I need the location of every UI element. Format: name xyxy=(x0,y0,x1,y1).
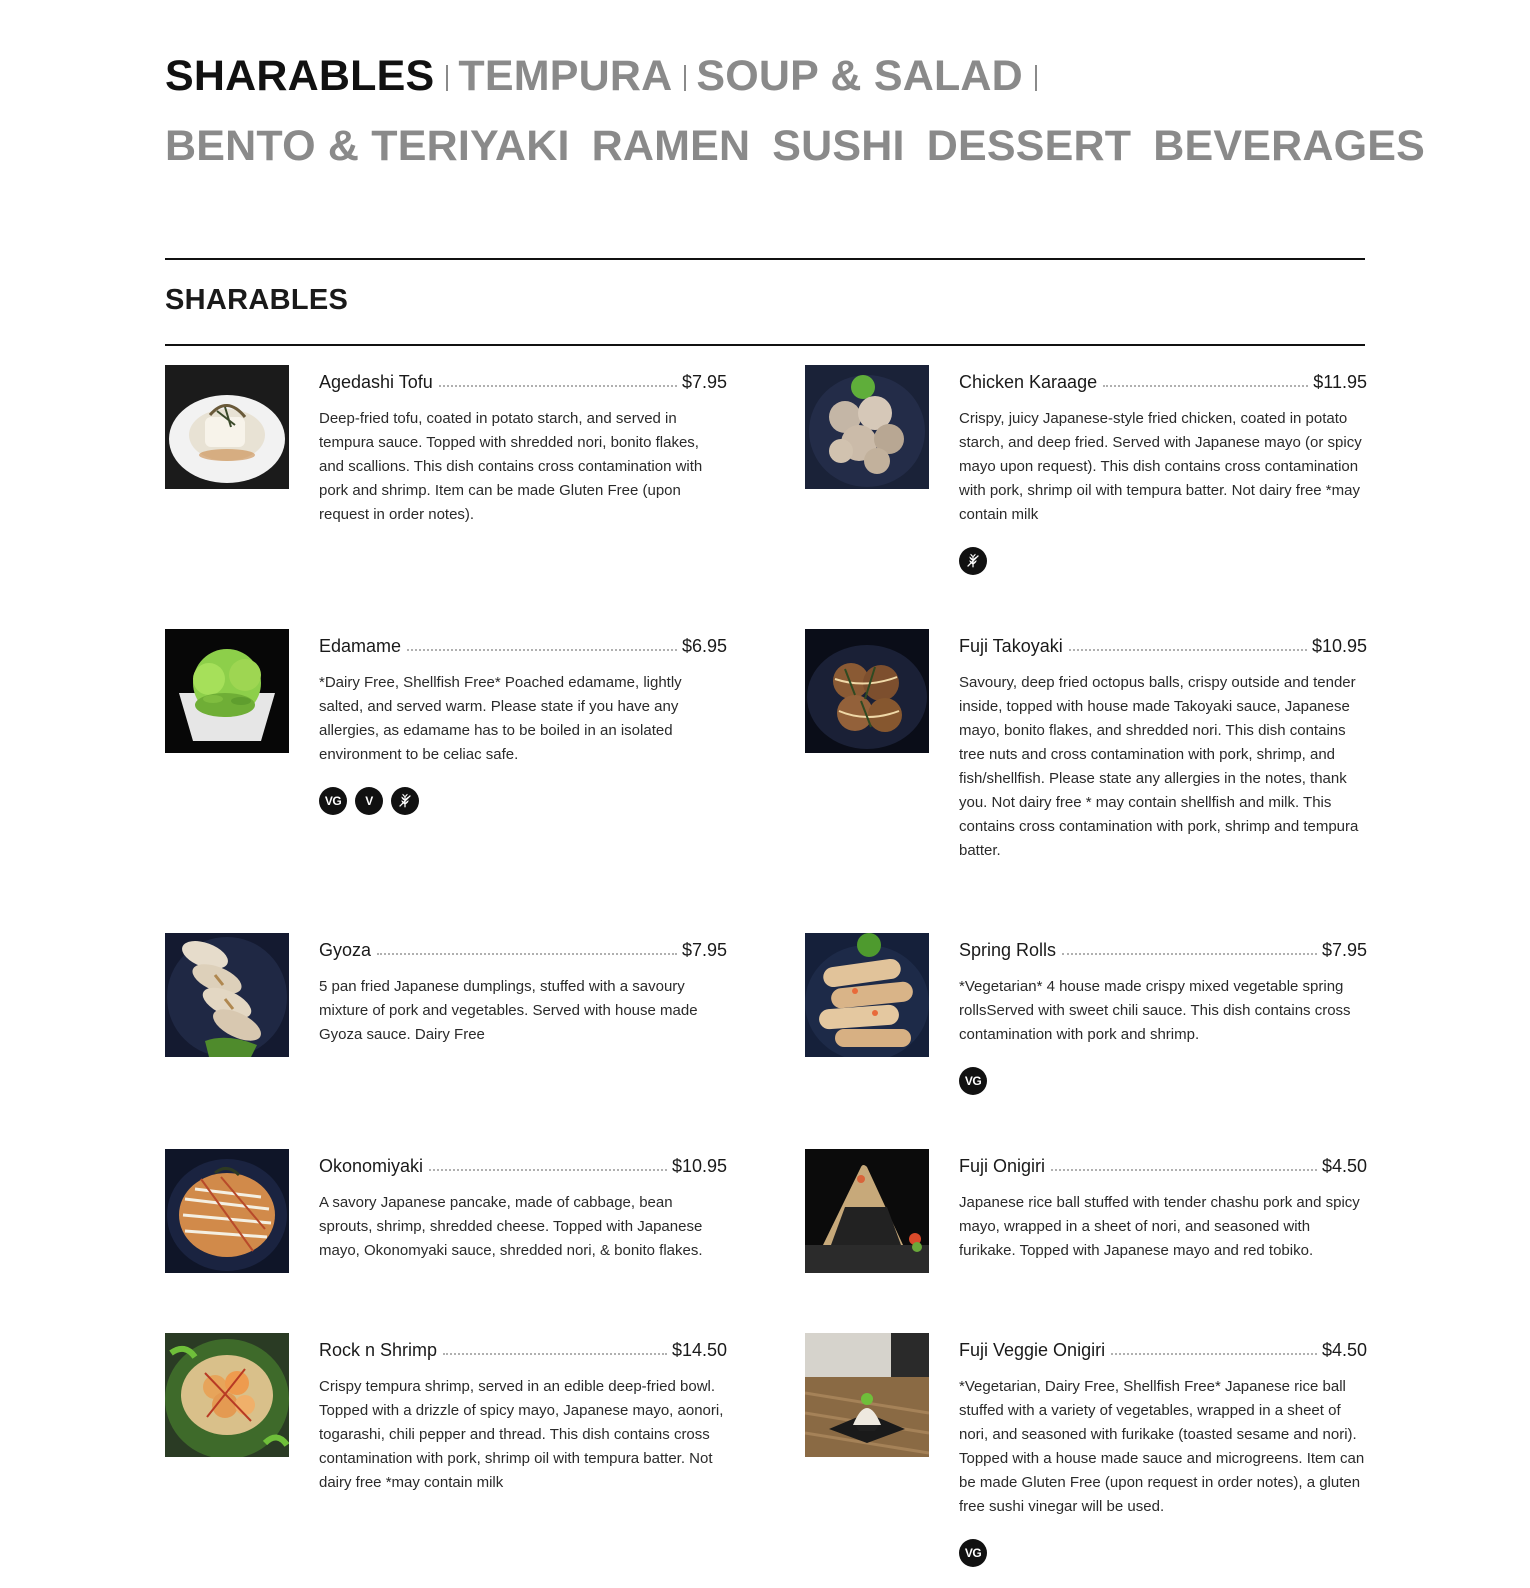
menu-item-description: Japanese rice ball stuffed with tender chashu pork and spicy mayo, wrapped in a sheet of nori, and seasoned with furikake. Topped with Japanese mayo and red tobiko. xyxy=(959,1194,1360,1259)
menu-item-header xyxy=(959,1333,1367,1361)
nav-separator xyxy=(1035,65,1037,91)
menu-item-header xyxy=(959,933,1367,961)
category-nav-row-1 xyxy=(165,48,1365,104)
dietary-badges xyxy=(959,547,1367,575)
dot-leader xyxy=(1051,1169,1317,1171)
menu-item-info xyxy=(959,629,1367,863)
menu-item-price: $10.95 xyxy=(1311,636,1367,656)
menu-item-info xyxy=(959,365,1367,575)
menu-item-price: $7.95 xyxy=(681,372,727,392)
menu-item-description: A savory Japanese pancake, made of cabbage, bean sprouts, shrimp, shredded cheese. Topped with Japanese mayo, Okonomyaki sauce, shredded nori, & bonito flakes. xyxy=(319,1194,703,1259)
dot-leader xyxy=(1069,649,1307,651)
menu-item-header xyxy=(319,1333,727,1361)
chicken-karaage-photo[interactable] xyxy=(805,365,929,489)
menu-item-price: $10.95 xyxy=(671,1156,727,1176)
menu-item-info xyxy=(959,933,1367,1095)
dot-leader xyxy=(1103,385,1308,387)
menu-item-description: *Vegetarian, Dairy Free, Shellfish Free* Japanese rice ball stuffed with a variety of vegetables, wrapped in a sheet of nori, and seasoned with furikake (toasted sesame and nori). Topped with a house made sauce and microgreens. Item can be made Gluten Free (upon request in order notes), a gluten free sushi vinegar will be used. xyxy=(959,1378,1365,1515)
dot-leader xyxy=(439,385,677,387)
category-nav xyxy=(165,48,1426,188)
nav-link-ramen[interactable]: RAMEN xyxy=(591,121,751,170)
nav-link-soup-salad[interactable]: SOUP & SALAD xyxy=(696,51,1023,100)
menu-item-name[interactable]: Fuji Onigiri xyxy=(959,1156,1046,1176)
nav-link-dessert[interactable]: DESSERT xyxy=(926,121,1132,170)
menu-item-name[interactable]: Rock n Shrimp xyxy=(319,1340,438,1360)
menu-item-name[interactable]: Gyoza xyxy=(319,940,372,960)
rock-n-shrimp-photo[interactable] xyxy=(165,1333,289,1457)
menu-item-info xyxy=(319,1333,727,1495)
nav-link-beverages[interactable]: BEVERAGES xyxy=(1153,121,1426,170)
menu-item-header xyxy=(319,1149,727,1177)
dietary-badges xyxy=(959,1067,1367,1095)
section-title: SHARABLES xyxy=(165,284,349,316)
vegetarian-badge: VG xyxy=(959,1539,987,1567)
dietary-badges xyxy=(959,1539,1367,1567)
menu-item-header xyxy=(319,365,727,393)
menu-item-price: $4.50 xyxy=(1321,1340,1367,1360)
section-divider-bottom xyxy=(165,344,1365,346)
menu-item-description: Deep-fried tofu, coated in potato starch, and served in tempura sauce. Topped with shredded nori, bonito flakes, and scallions. This dish contains cross contamination with pork and shrimp. Item can be made Gluten Free (upon request in order notes). xyxy=(319,410,703,523)
gluten-free-icon xyxy=(391,787,419,815)
nav-separator xyxy=(446,65,448,91)
gyoza-photo[interactable] xyxy=(165,933,289,1057)
nav-link-sharables[interactable]: SHARABLES xyxy=(165,51,435,100)
dot-leader xyxy=(407,649,677,651)
nav-link-sushi[interactable]: SUSHI xyxy=(772,121,905,170)
menu-item-price: $7.95 xyxy=(1321,940,1367,960)
dietary-badges xyxy=(319,787,727,815)
edamame-photo[interactable] xyxy=(165,629,289,753)
vegetarian-badge: VG xyxy=(319,787,347,815)
okonomiyaki-photo[interactable] xyxy=(165,1149,289,1273)
menu-item-info xyxy=(319,629,727,815)
menu-item-header xyxy=(319,629,727,657)
dot-leader xyxy=(429,1169,667,1171)
menu-item-name[interactable]: Spring Rolls xyxy=(959,940,1057,960)
dot-leader xyxy=(377,953,677,955)
menu-item-name[interactable]: Agedashi Tofu xyxy=(319,372,433,392)
menu-item-description: *Vegetarian* 4 house made crispy mixed vegetable spring rollsServed with sweet chili sauce. This dish contains cross contamination with pork and shrimp. xyxy=(959,978,1351,1043)
onigiri-photo[interactable] xyxy=(805,1149,929,1273)
menu-item-price: $11.95 xyxy=(1313,372,1367,392)
agedashi-tofu-photo[interactable] xyxy=(165,365,289,489)
veggie-onigiri-photo[interactable] xyxy=(805,1333,929,1457)
menu-item-name[interactable]: Okonomiyaki xyxy=(319,1156,424,1176)
menu-item-header xyxy=(959,1149,1367,1177)
menu-item-name[interactable]: Chicken Karaage xyxy=(959,372,1098,392)
menu-item-info xyxy=(319,1149,727,1263)
menu-item-header xyxy=(959,629,1367,657)
menu-item-header xyxy=(959,365,1367,393)
takoyaki-photo[interactable] xyxy=(805,629,929,753)
menu-item-info xyxy=(319,365,727,527)
menu-item-info xyxy=(959,1333,1367,1567)
vegan-badge: V xyxy=(355,787,383,815)
dot-leader xyxy=(1111,1353,1317,1355)
category-nav-row-2 xyxy=(165,118,1426,174)
gluten-free-icon xyxy=(959,547,987,575)
dot-leader xyxy=(1062,953,1317,955)
spring-rolls-photo[interactable] xyxy=(805,933,929,1057)
menu-item-price: $14.50 xyxy=(671,1340,727,1360)
nav-separator xyxy=(684,65,686,91)
menu-item-description: Crispy, juicy Japanese-style fried chicken, coated in potato starch, and deep fried. Served with Japanese mayo (or spicy mayo upon request). This dish contains cross contamination with pork, shrimp oil with tempura batter. Not dairy free *may contain milk xyxy=(959,410,1362,523)
menu-item-description: 5 pan fried Japanese dumplings, stuffed with a savoury mixture of pork and vegetables. Served with house made Gyoza sauce. Dairy Free xyxy=(319,978,698,1043)
menu-item-info xyxy=(319,933,727,1047)
menu-item-header xyxy=(319,933,727,961)
menu-item-name[interactable]: Edamame xyxy=(319,636,402,656)
menu-item-name[interactable]: Fuji Veggie Onigiri xyxy=(959,1340,1106,1360)
menu-item-name[interactable]: Fuji Takoyaki xyxy=(959,636,1063,656)
nav-link-bento-teriyaki[interactable]: BENTO & TERIYAKI xyxy=(165,121,570,170)
nav-link-tempura[interactable]: TEMPURA xyxy=(458,51,673,100)
vegetarian-badge: VG xyxy=(959,1067,987,1095)
menu-item-price: $6.95 xyxy=(681,636,727,656)
section-divider-top xyxy=(165,258,1365,260)
menu-item-price: $4.50 xyxy=(1321,1156,1367,1176)
menu-item-info xyxy=(959,1149,1367,1263)
menu-item-description: *Dairy Free, Shellfish Free* Poached edamame, lightly salted, and served warm. Please state if you have any allergies, as edamame has to be boiled in an isolated environment to be celiac safe. xyxy=(319,674,682,763)
menu-item-description: Crispy tempura shrimp, served in an edible deep-fried bowl. Topped with a drizzle of spicy mayo, Japanese mayo, aonori, togarashi, chili pepper and thread. This dish contains cross contamination with pork, shrimp oil with tempura batter. Not dairy free *may contain milk xyxy=(319,1378,724,1491)
dot-leader xyxy=(443,1353,667,1355)
menu-item-price: $7.95 xyxy=(681,940,727,960)
menu-item-description: Savoury, deep fried octopus balls, crispy outside and tender inside, topped with house made Takoyaki sauce, Japanese mayo, bonito flakes, and shredded nori. This dish contains tree nuts and cross contamination with pork, shrimp, and fish/shellfish. Please state any allergies in the notes, thank you. Not dairy free * may contain shellfish and milk. This contains cross contamination with pork, shrimp and tempura batter. xyxy=(959,674,1359,859)
